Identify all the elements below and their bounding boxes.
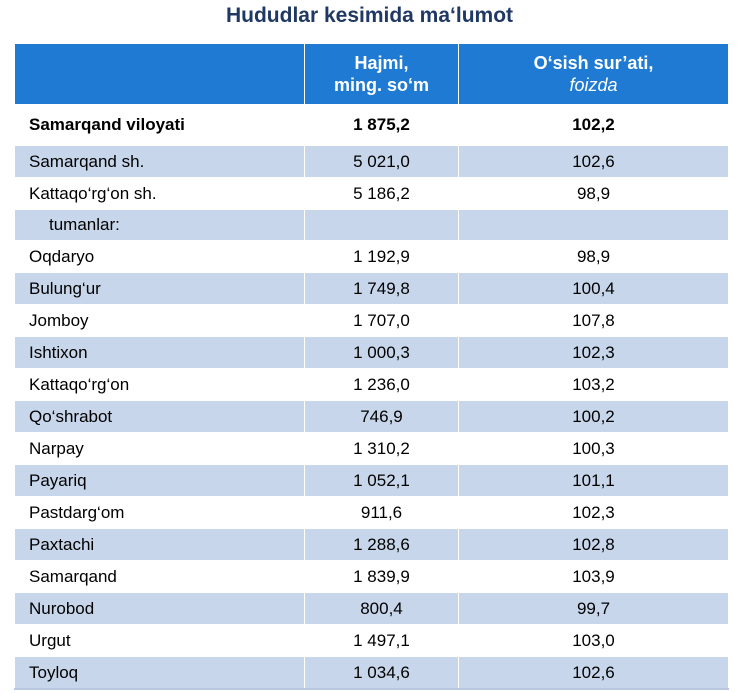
table-row	[15, 593, 729, 625]
page-title: Hududlar kesimida ma‘lumot	[225, 4, 514, 27]
row-growth: 102,6	[459, 146, 729, 178]
row-name: Oqdaryo	[15, 241, 305, 273]
table-row	[15, 210, 729, 241]
row-volume: 1 288,6	[305, 529, 459, 561]
table-row	[15, 401, 729, 433]
row-growth: 107,8	[459, 305, 729, 337]
table-row	[15, 625, 729, 657]
row-name: Toyloq	[15, 657, 305, 690]
row-growth: 103,2	[459, 369, 729, 401]
table-row	[15, 561, 729, 593]
region-name: Samarqand viloyati	[15, 105, 305, 146]
region-total-row	[15, 105, 729, 146]
row-volume: 5 021,0	[305, 146, 459, 178]
row-growth: 103,0	[459, 625, 729, 657]
row-name: Pastdarg‘om	[15, 497, 305, 529]
table-row	[15, 178, 729, 210]
header-name-column	[15, 44, 305, 105]
row-name: Payariq	[15, 465, 305, 497]
row-name: Jomboy	[15, 305, 305, 337]
row-growth: 103,9	[459, 561, 729, 593]
region-volume: 1 875,2	[305, 105, 459, 146]
row-growth: 102,3	[459, 337, 729, 369]
row-growth: 100,4	[459, 273, 729, 305]
row-growth: 101,1	[459, 465, 729, 497]
row-name: Bulung‘ur	[15, 273, 305, 305]
row-volume: 911,6	[305, 497, 459, 529]
row-growth: 102,8	[459, 529, 729, 561]
row-volume: 1 497,1	[305, 625, 459, 657]
row-name: Samarqand	[15, 561, 305, 593]
row-volume: 1 839,9	[305, 561, 459, 593]
row-volume: 1 000,3	[305, 337, 459, 369]
row-name: Narpay	[15, 433, 305, 465]
row-volume: 1 310,2	[305, 433, 459, 465]
row-growth	[459, 210, 729, 241]
row-volume	[305, 210, 459, 241]
row-name: tumanlar:	[15, 210, 305, 241]
row-name: Urgut	[15, 625, 305, 657]
table-row	[15, 305, 729, 337]
header-growth-column	[459, 44, 729, 105]
table-row	[15, 241, 729, 273]
row-growth: 99,7	[459, 593, 729, 625]
row-name: Kattaqo‘rg‘on sh.	[15, 178, 305, 210]
row-volume: 800,4	[305, 593, 459, 625]
table-row	[15, 497, 729, 529]
table-row	[15, 369, 729, 401]
table-row	[15, 657, 729, 690]
row-name: Samarqand sh.	[15, 146, 305, 178]
header-volume-column	[305, 44, 459, 105]
row-volume: 1 707,0	[305, 305, 459, 337]
row-volume: 1 034,6	[305, 657, 459, 690]
table-row	[15, 465, 729, 497]
row-name: Kattaqo‘rg‘on	[15, 369, 305, 401]
row-volume: 5 186,2	[305, 178, 459, 210]
row-growth: 100,3	[459, 433, 729, 465]
table-row	[15, 529, 729, 561]
header-growth-unit: foizda	[569, 75, 618, 95]
row-growth: 102,6	[459, 657, 729, 690]
row-volume: 1 749,8	[305, 273, 459, 305]
row-name: Qo‘shrabot	[15, 401, 305, 433]
regional-data-table	[14, 43, 729, 690]
row-name: Ishtixon	[15, 337, 305, 369]
row-volume: 1 052,1	[305, 465, 459, 497]
header-growth-label: O‘sish sur’ati,	[533, 53, 654, 73]
row-name: Nurobod	[15, 593, 305, 625]
table-row	[15, 337, 729, 369]
row-growth: 102,3	[459, 497, 729, 529]
row-volume: 746,9	[305, 401, 459, 433]
table-row	[15, 273, 729, 305]
table-row	[15, 433, 729, 465]
header-volume-unit: ming. so‘m	[333, 75, 429, 95]
row-name: Paxtachi	[15, 529, 305, 561]
header-volume-label: Hajmi,	[354, 53, 409, 73]
table-header-row	[15, 44, 729, 105]
row-growth: 100,2	[459, 401, 729, 433]
row-growth: 98,9	[459, 178, 729, 210]
row-growth: 98,9	[459, 241, 729, 273]
row-volume: 1 236,0	[305, 369, 459, 401]
table-row	[15, 146, 729, 178]
region-growth: 102,2	[459, 105, 729, 146]
row-volume: 1 192,9	[305, 241, 459, 273]
